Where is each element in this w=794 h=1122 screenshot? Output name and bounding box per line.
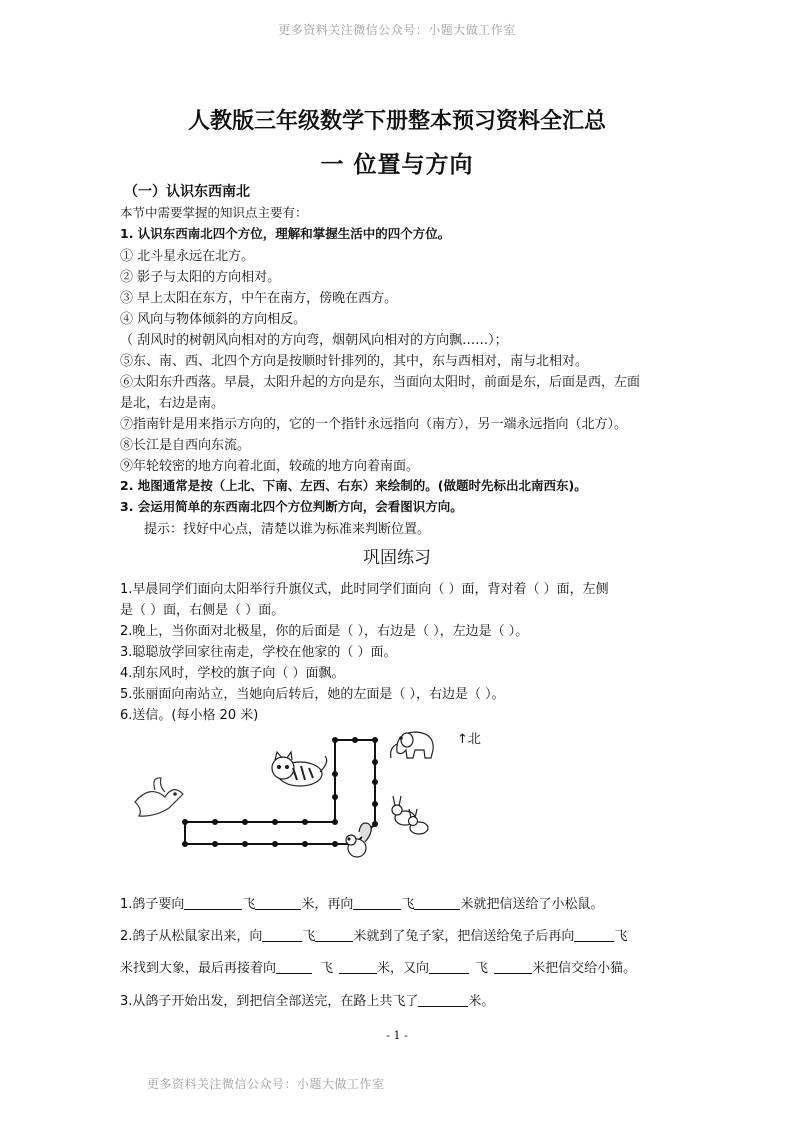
answer-blank[interactable] bbox=[574, 927, 614, 942]
document-title: 人教版三年级数学下册整本预习资料全汇总 bbox=[187, 109, 606, 134]
practice-title: 巩固练习 bbox=[363, 548, 431, 568]
north-indicator bbox=[457, 728, 481, 747]
question-5: 5.张丽面向南站立，当她向后转后，她的左面是（ ），右边是（ ）。 bbox=[120, 687, 505, 702]
list-item: ② 影子与太阳的方向相对。 bbox=[120, 270, 281, 285]
answer-blank[interactable] bbox=[276, 959, 312, 974]
intro-text: 本节中需要掌握的知识点主要有： bbox=[120, 205, 308, 220]
question-2: 2.晚上，当你面对北极星，你的后面是（ ），右边是（ ），左边是（ ）。 bbox=[120, 624, 529, 639]
question-1-line-2: 是（ ）面，右侧是（ ）面。 bbox=[120, 603, 285, 618]
sub-question-text: 飞 bbox=[320, 961, 334, 976]
answer-blank[interactable] bbox=[262, 927, 302, 942]
list-item: ⑦指南针是用来指示方向的，它的一个指针永远指向（南方），另一端永远指向（北方）。 bbox=[120, 417, 628, 432]
route-map bbox=[125, 722, 455, 862]
north-arrow-icon: ↑ bbox=[457, 732, 468, 747]
page-number: - 1 - bbox=[386, 1029, 408, 1042]
sub-question-text: 米。 bbox=[468, 994, 495, 1009]
key-point-3: 3. 会运用简单的东西南北四个方位判断方向，会看图识方向。 bbox=[120, 499, 463, 514]
route-dots bbox=[182, 737, 378, 847]
sub-question-text: 飞 bbox=[475, 961, 489, 976]
list-item: ⑧长江是自西向东流。 bbox=[120, 438, 251, 453]
answer-blank[interactable] bbox=[339, 959, 377, 974]
answer-blank[interactable] bbox=[353, 895, 401, 910]
section-heading: （一）认识东西南北 bbox=[124, 184, 250, 200]
sub-question-1 bbox=[120, 893, 603, 912]
sub-question-text: 飞 bbox=[302, 929, 316, 944]
sub-question-2-line-1 bbox=[120, 925, 627, 944]
sub-question-text: 米把信交给小猫。 bbox=[532, 961, 637, 976]
answer-blank[interactable] bbox=[255, 895, 301, 910]
sub-question-3 bbox=[120, 990, 494, 1009]
pigeon-icon bbox=[135, 778, 183, 816]
question-1-line-1: 1.早晨同学们面向太阳举行升旗仪式，此时同学们面向（ ）面，背对着（ ）面，左侧 bbox=[120, 582, 609, 597]
answer-blank[interactable] bbox=[315, 927, 353, 942]
answer-blank[interactable] bbox=[429, 959, 469, 974]
list-item: 是北，右边是南。 bbox=[120, 396, 225, 411]
sub-question-text: 3.从鸽子开始出发，到把信全部送完，在路上共飞了 bbox=[120, 994, 419, 1009]
rabbit-icon bbox=[392, 796, 428, 834]
page-footer: 更多资料关注微信公众号：小题大做工作室 bbox=[147, 1077, 385, 1091]
question-4: 4.刮东风时，学校的旗子向（ ）面飘。 bbox=[120, 666, 345, 681]
list-item: ⑨年轮较密的地方向着北面，较疏的地方向着南面。 bbox=[120, 459, 420, 474]
list-item: （ 刮风时的树朝风向相对的方向弯，烟朝风向相对的方向飘……）； bbox=[120, 333, 508, 348]
sub-question-text: 飞 bbox=[401, 897, 415, 912]
list-item: ⑥太阳东升西落。早晨，太阳升起的方向是东，当面向太阳时，前面是东，后面是西，左面 bbox=[120, 375, 641, 390]
sub-question-2-line-2 bbox=[120, 957, 636, 976]
list-item: ③ 早上太阳在东方，中午在南方，傍晚在西方。 bbox=[120, 291, 398, 306]
sub-question-text: 1.鸽子要向 bbox=[120, 897, 185, 912]
answer-blank[interactable] bbox=[414, 895, 460, 910]
answer-blank[interactable] bbox=[418, 992, 468, 1007]
key-point-1: 1. 认识东西南北四个方位，理解和掌握生活中的四个方位。 bbox=[120, 226, 451, 241]
sub-question-text: 米，再向 bbox=[301, 897, 354, 912]
sub-question-text: 飞 bbox=[242, 897, 256, 912]
unit-title: 一 位置与方向 bbox=[320, 152, 474, 178]
list-item: ④ 风向与物体倾斜的方向相反。 bbox=[120, 312, 307, 327]
tip-text: 提示：找好中心点，清楚以谁为标准来判断位置。 bbox=[144, 522, 431, 537]
answer-blank[interactable] bbox=[184, 895, 242, 910]
north-label: 北 bbox=[467, 732, 481, 747]
sub-question-text: 米就把信送给了小松鼠。 bbox=[460, 897, 604, 912]
key-point-2: 2. 地图通常是按（上北、下南、左西、右东）来绘制的。(做题时先标出北南西东)。 bbox=[120, 478, 587, 493]
elephant-icon bbox=[391, 732, 434, 758]
list-item: ⑤东、南、西、北四个方向是按顺时针排列的，其中，东与西相对，南与北相对。 bbox=[120, 354, 589, 369]
sub-question-text: 飞 bbox=[614, 929, 628, 944]
list-item: ① 北斗星永远在北方。 bbox=[120, 249, 255, 264]
squirrel-icon bbox=[346, 823, 371, 857]
sub-question-text: 米就到了兔子家，把信送给兔子后再向 bbox=[353, 929, 575, 944]
question-3: 3.聪聪放学回家往南走，学校在他家的（ ）面。 bbox=[120, 645, 397, 660]
answer-blank[interactable] bbox=[494, 959, 532, 974]
question-6: 6.送信。(每小格 20 米) bbox=[120, 708, 259, 723]
sub-question-text: 米，又向 bbox=[377, 961, 430, 976]
page-header: 更多资料关注微信公众号：小题大做工作室 bbox=[278, 23, 516, 37]
sub-question-text: 2.鸽子从松鼠家出来，向 bbox=[120, 929, 263, 944]
cat-icon bbox=[272, 752, 327, 786]
sub-question-text: 米找到大象，最后再接着向 bbox=[120, 961, 277, 976]
